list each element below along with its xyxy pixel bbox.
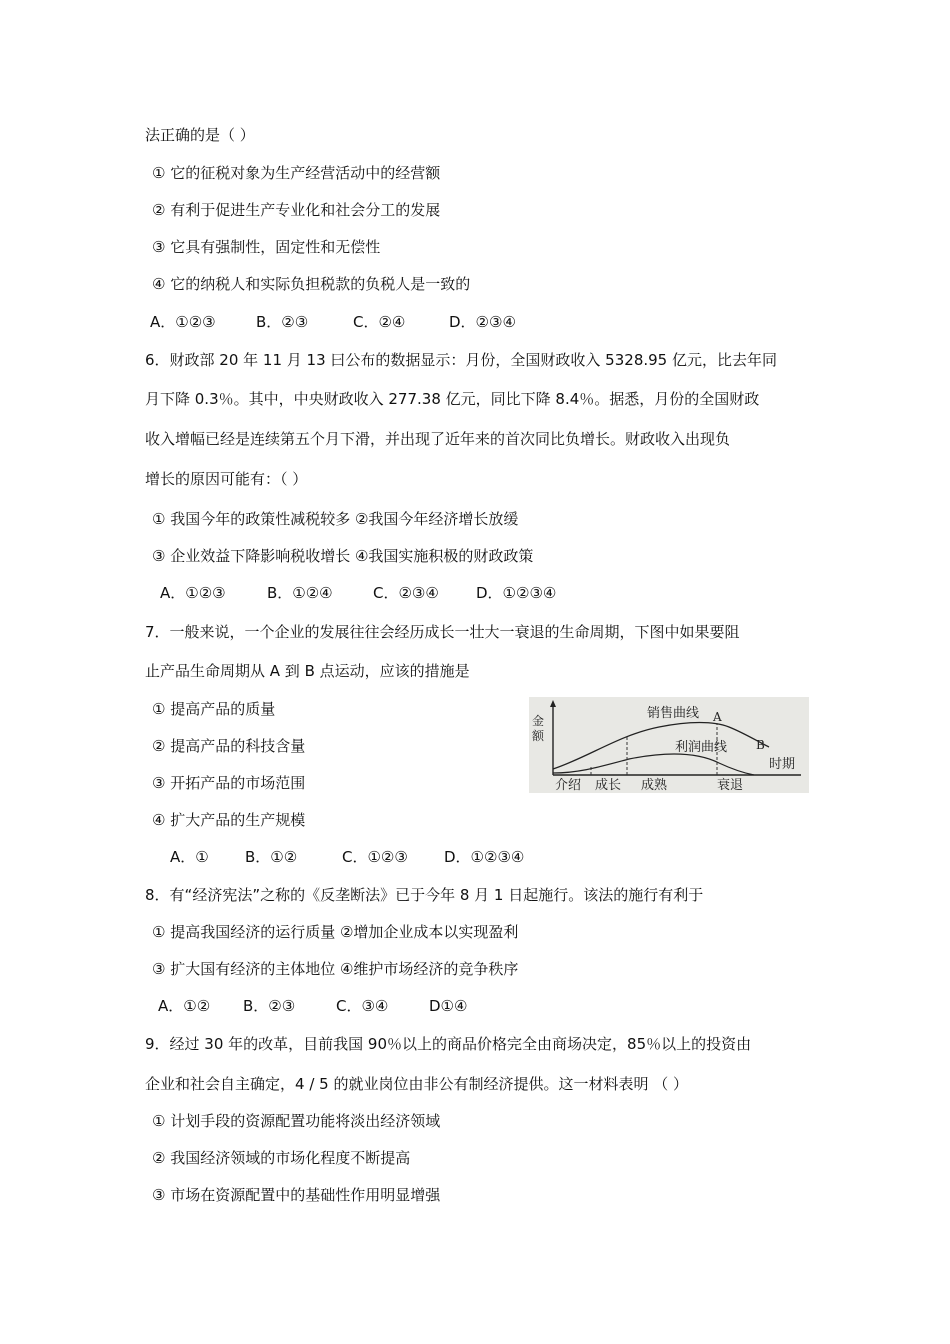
q6-option-a: A．①②③ xyxy=(160,584,226,602)
point-b-label: B xyxy=(756,738,765,752)
sales-curve xyxy=(553,723,769,770)
q6-item-row-1: ① 我国今年的政策性减税较多 ②我国今年经济增长放缓 xyxy=(152,510,519,528)
q7-item-4: ④ 扩大产品的生产规模 xyxy=(152,811,306,829)
q9-item-1: ① 计划手段的资源配置功能将淡出经济领域 xyxy=(152,1112,441,1130)
stage-label-decline: 衰退 xyxy=(717,778,744,793)
q5-item-2: ② 有利于促进生产专业化和社会分工的发展 xyxy=(152,201,441,219)
q8-item-row-1: ① 提高我国经济的运行质量 ②增加企业成本以实现盈利 xyxy=(152,923,519,941)
q5-option-b: B．②③ xyxy=(256,313,309,331)
q7-item-2: ② 提高产品的科技含量 xyxy=(152,737,306,755)
q8-item-row-2: ③ 扩大国有经济的主体地位 ④维护市场经济的竞争秩序 xyxy=(152,960,519,978)
q8-option-c: C．③④ xyxy=(336,997,389,1015)
q5-options xyxy=(150,312,516,332)
q6-stem-line-2: 月下降 0.3％。其中，中央财政收入 277.38 亿元，同比下降 8.4％。据悉，月份的全国财政 xyxy=(145,390,760,408)
q9-stem-line-1: 9．经过 30 年的改革，目前我国 90％以上的商品价格完全由商场决定，85％以上的投资由 xyxy=(145,1035,752,1053)
q6-item-row-2: ③ 企业效益下降影响税收增长 ④我国实施积极的财政政策 xyxy=(152,547,534,565)
q7-item-3: ③ 开拓产品的市场范围 xyxy=(152,774,306,792)
q5-option-a: A．①②③ xyxy=(150,313,216,331)
point-a-label: A xyxy=(713,710,722,724)
q6-stem-line-3: 收入增幅已经是连续第五个月下滑，并出现了近年来的首次同比负增长。财政收入出现负 xyxy=(145,430,731,448)
q5-item-1: ① 它的征税对象为生产经营活动中的经营额 xyxy=(152,164,441,182)
q7-options xyxy=(170,847,524,867)
stage-label-intro: 介绍 xyxy=(555,778,582,793)
q5-stem-tail: 法正确的是（ ） xyxy=(145,126,255,144)
q9-item-3: ③ 市场在资源配置中的基础性作用明显增强 xyxy=(152,1186,441,1204)
q7-option-c: C．①②③ xyxy=(342,848,408,866)
y-axis-label-2: 额 xyxy=(532,729,545,743)
q8-option-a: A．①② xyxy=(158,997,211,1015)
q6-option-c: C．②③④ xyxy=(373,584,439,602)
q6-option-d: D．①②③④ xyxy=(476,584,557,602)
stage-label-growth: 成长 xyxy=(595,778,622,793)
q6-stem-line-1: 6．财政部 20 年 11 月 13 曰公布的数据显示：月份，全国财政收入 5328.95 亿元，比去年同 xyxy=(145,351,777,369)
q7-stem-line-1: 7．一般来说，一个企业的发展往往会经历成长一壮大一衰退的生命周期，下图中如果要阻 xyxy=(145,623,740,641)
q7-item-1: ① 提高产品的质量 xyxy=(152,700,276,718)
q5-item-3: ③ 它具有强制性，固定性和无偿性 xyxy=(152,238,381,256)
q7-option-b: B．①② xyxy=(245,848,298,866)
profit-curve-label: 利润曲线 xyxy=(675,740,728,755)
q8-stem: 8．有“经济宪法”之称的《反垄断法》已于今年 8 月 1 日起施行。该法的施行有利于 xyxy=(145,886,704,904)
q5-option-d: D．②③④ xyxy=(449,313,516,331)
y-axis-label-1: 金 xyxy=(532,714,545,728)
q6-option-b: B．①②④ xyxy=(267,584,333,602)
q8-options xyxy=(158,996,467,1016)
q7-option-a: A．① xyxy=(170,848,209,866)
q8-option-d: D①④ xyxy=(429,997,468,1015)
q6-stem-line-4: 增长的原因可能有：（ ） xyxy=(145,470,308,488)
y-axis-arrow xyxy=(550,700,556,707)
q5-option-c: C．②④ xyxy=(353,313,406,331)
q9-item-2: ② 我国经济领域的市场化程度不断提高 xyxy=(152,1149,411,1167)
x-axis-label: 时期 xyxy=(769,757,796,772)
q7-option-d: D．①②③④ xyxy=(444,848,525,866)
life-cycle-diagram xyxy=(529,697,809,793)
product-life-cycle-figure xyxy=(529,697,809,793)
q5-item-4: ④ 它的纳税人和实际负担税款的负税人是一致的 xyxy=(152,275,471,293)
sales-curve-label: 销售曲线 xyxy=(647,706,700,721)
q9-stem-line-2: 企业和社会自主确定，4 / 5 的就业岗位由非公有制经济提供。这一材料表明 （ ） xyxy=(145,1075,688,1093)
stage-label-maturity: 成熟 xyxy=(641,778,668,793)
q8-option-b: B．②③ xyxy=(243,997,296,1015)
q7-stem-line-2: 止产品生命周期从 A 到 B 点运动，应该的措施是 xyxy=(145,662,470,680)
q6-options xyxy=(160,583,556,603)
